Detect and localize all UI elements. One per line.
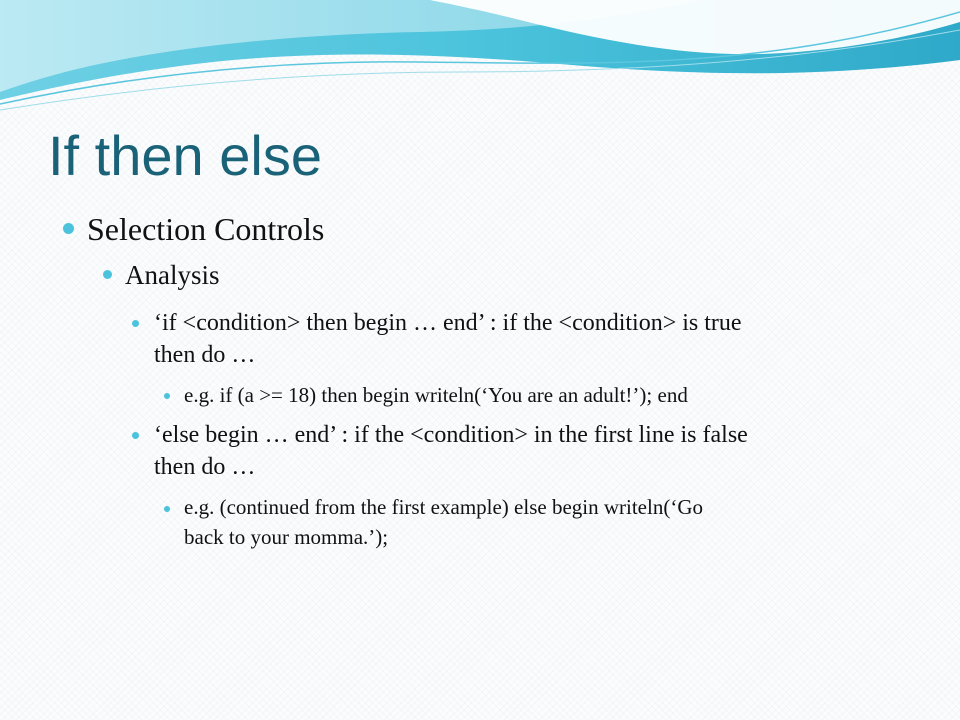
bullet-text-line2: then do … bbox=[154, 342, 256, 368]
bullet-dot-icon bbox=[63, 223, 74, 234]
slide-title: If then else bbox=[48, 124, 322, 187]
decorative-wave-banner bbox=[0, 0, 960, 120]
bullet-text: Analysis bbox=[125, 260, 220, 290]
bullet-dot-icon bbox=[132, 320, 139, 327]
bullet-dot-icon bbox=[103, 270, 112, 279]
bullet-dot-icon bbox=[164, 506, 170, 512]
bullet-text-line2: then do … bbox=[154, 454, 256, 480]
bullet-text-line1: ‘if <condition> then begin … end’ : if the <condition> is true bbox=[154, 310, 742, 336]
bullet-text-line2: back to your momma.’); bbox=[184, 525, 389, 549]
bullet-dot-icon bbox=[132, 432, 139, 439]
bullet-text-line1: e.g. (continued from the first example) else begin writeln(‘Go bbox=[184, 495, 703, 519]
bullet-text-line1: ‘else begin … end’ : if the <condition> in the first line is false bbox=[154, 422, 748, 448]
bullet-text-line1: e.g. if (a >= 18) then begin writeln(‘You are an adult!’); end bbox=[184, 383, 688, 407]
bullet-text: Selection Controls bbox=[87, 211, 325, 247]
bullet-dot-icon bbox=[164, 393, 170, 399]
